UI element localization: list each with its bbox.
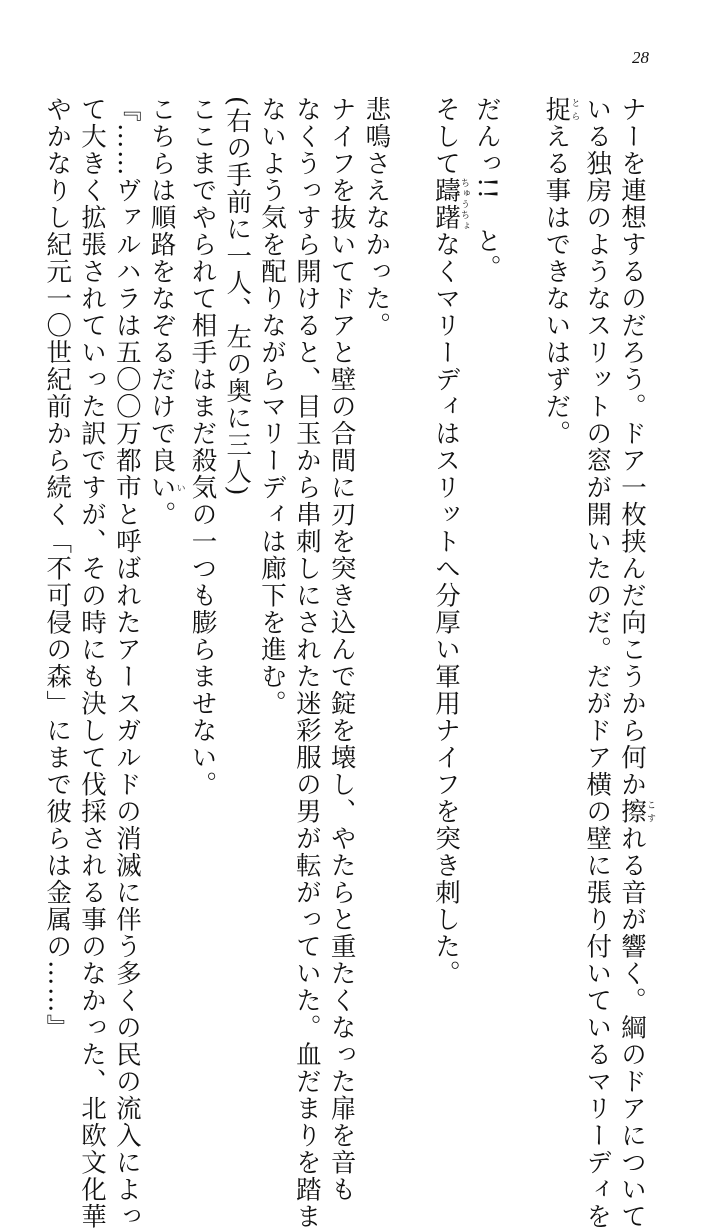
blank-line (504, 96, 539, 996)
ruby-word: いい (146, 474, 185, 501)
text-line-1 (614, 96, 655, 1230)
ruby-reading: い (174, 474, 185, 501)
text-segment: なくマリーディはスリットへ分厚い軍用ナイフを突き刺した。 (431, 231, 462, 987)
blank-line (393, 96, 428, 996)
ruby-reading: ちゅうちょ (459, 177, 470, 231)
text-line-11: ここまでやられて相手はまだ殺気の一つも膨らませない。 (187, 96, 218, 798)
text-line-14: て大きく拡張されていった訳ですが、その時にも決して伐採される事のなかった、北欧文化華 (77, 96, 108, 1230)
novel-body-text (39, 96, 655, 1230)
text-segment: そして (431, 96, 462, 177)
ruby-word: 躊躇ちゅうちょ (431, 177, 470, 231)
ruby-reading: こす (645, 798, 655, 825)
text-line-7: ナイフを抜いてドアと壁の合間に刃を突き込んで錠を壊し、やたらと重たくなった扉を音も (326, 96, 357, 1203)
text-line-10: (右の手前に一人、左の奥に三人) (222, 96, 253, 497)
text-line-12 (144, 96, 185, 996)
text-segment: れる音が響く。綱のドアについて (617, 825, 647, 1230)
text-line-3 (539, 96, 580, 996)
ruby-word: 捉とら (541, 96, 580, 123)
text-line-5 (428, 96, 469, 996)
text-line-13: 『……ヴァルハラは五〇〇万都市と呼ばれたアースガルドの消滅に伴う多くの民の流入によっ (111, 96, 142, 1230)
text-line-8: なくうっすら開けると、目玉から串刺しにされた迷彩服の男が転がっていた。血だまりを踏ま (291, 96, 322, 1230)
text-line-4: だんっ!! と。 (471, 96, 502, 282)
text-line-2: いる独房のようなスリットの窓が開いたのだ。だがドア横の壁に張り付いているマリーディを (582, 96, 613, 1230)
ruby-reading: とら (569, 96, 580, 123)
ruby-word: 擦こす (617, 798, 655, 825)
text-line-9: ないよう気を配りながらマリーディは廊下を進む。 (257, 96, 288, 717)
text-segment: こちらは順路をなぞるだけで良 (146, 96, 177, 474)
text-segment: ナーを連想するのだろう。ドア一枚挟んだ向こうから何か (617, 96, 647, 798)
text-segment: える事はできないはずだ。 (541, 123, 572, 447)
text-line-15: やかなりし紀元一〇世紀前から続く「不可侵の森」にまで彼らは金属の……』 (42, 96, 73, 1041)
text-line-6: 悲鳴さえなかった。 (361, 96, 392, 339)
text-segment: 。 (146, 501, 177, 528)
page-number: 28 (632, 48, 649, 67)
